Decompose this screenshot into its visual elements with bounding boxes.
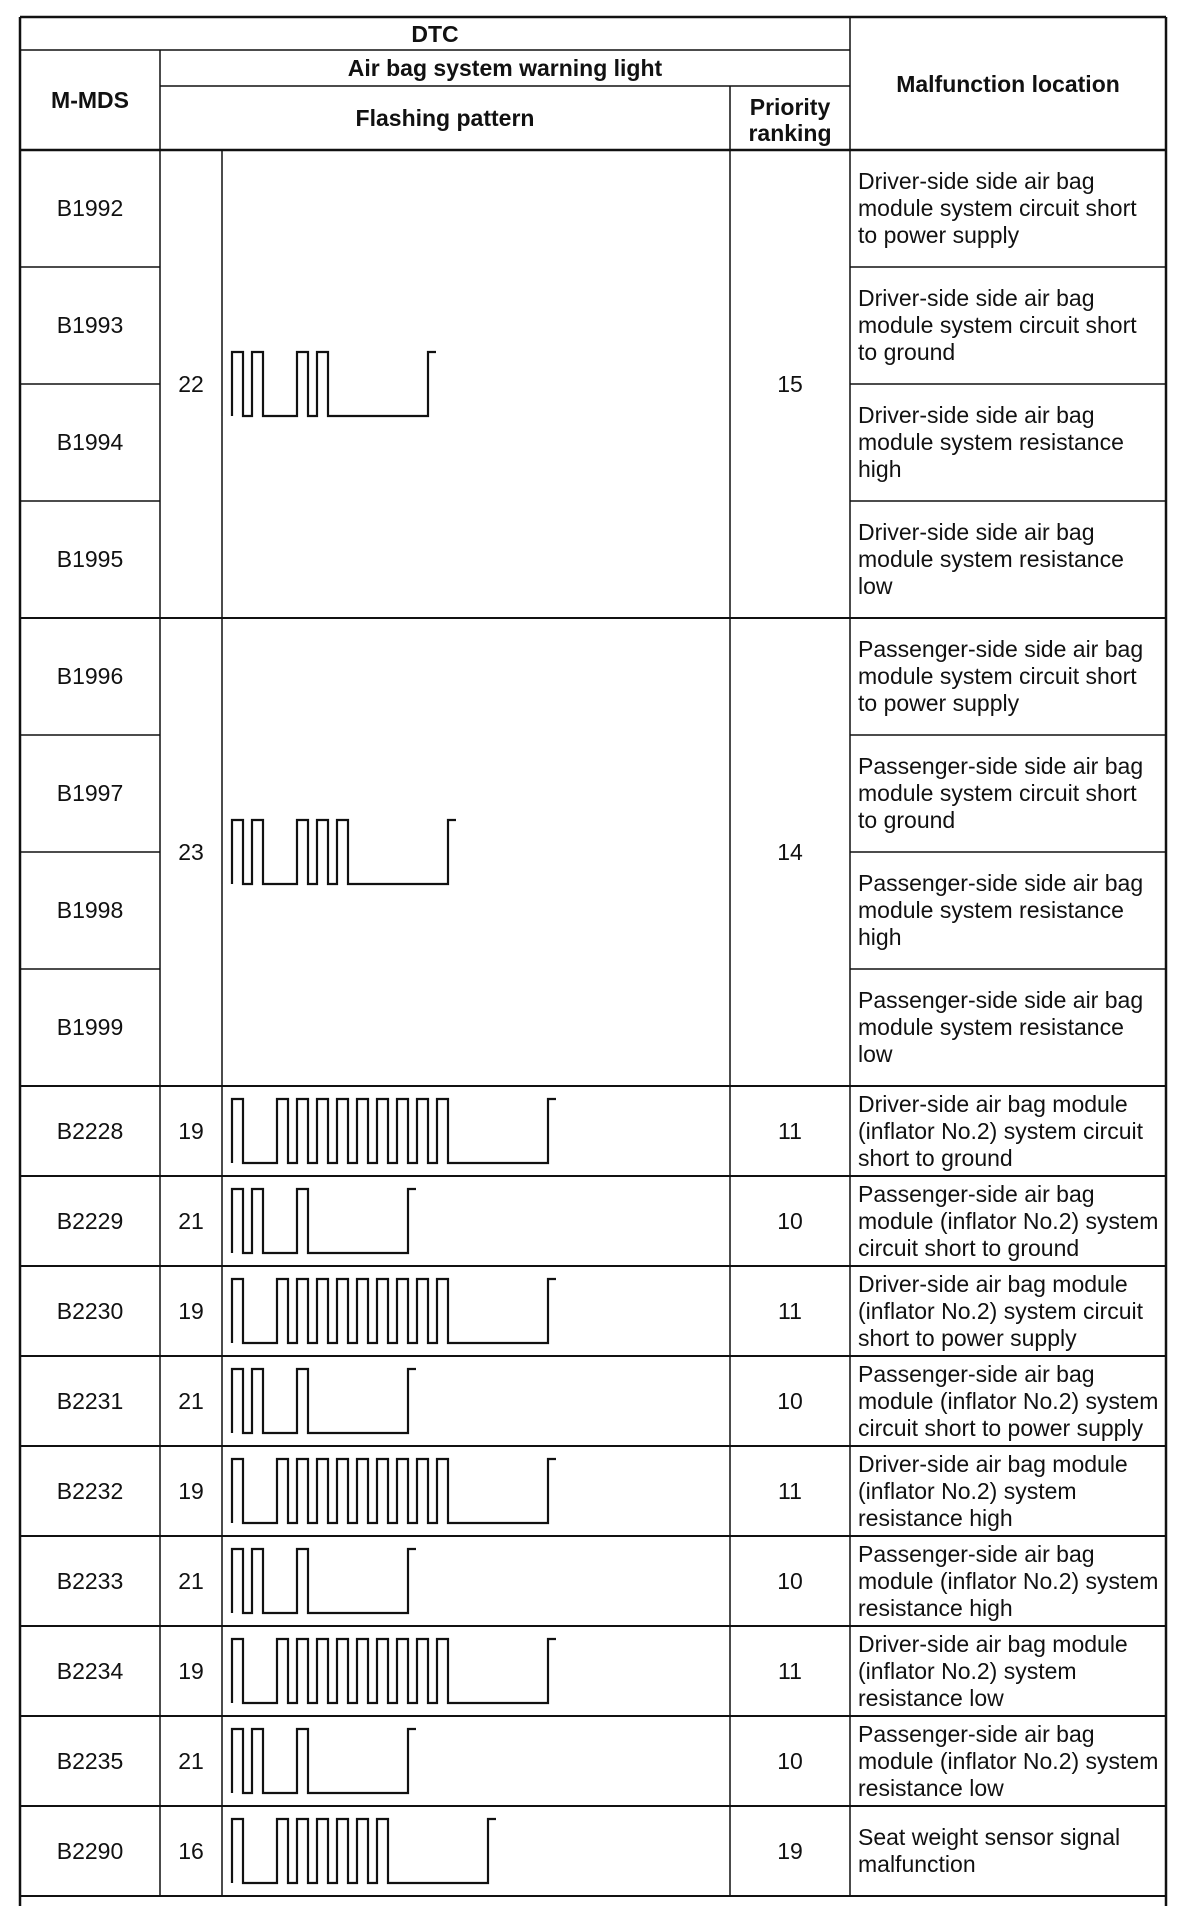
malfunction-location — [850, 1356, 1166, 1446]
flash-code-number-text: 16 — [178, 1837, 204, 1864]
priority-ranking — [730, 1086, 850, 1176]
priority-ranking-text: 10 — [777, 1567, 803, 1594]
malfunction-location-text: Driver-side side air bag module system resistance low — [858, 519, 1124, 599]
malfunction-location — [850, 1446, 1166, 1536]
priority-ranking-text: 11 — [778, 1657, 802, 1684]
flash-code-number-text: 19 — [178, 1117, 204, 1144]
mmds-code-text: B2233 — [56, 1567, 124, 1594]
malfunction-location-text: Passenger-side air bag module (inflator No.2) system circuit short to ground — [858, 1180, 1159, 1261]
priority-ranking — [730, 1356, 850, 1446]
priority-ranking — [730, 1266, 850, 1356]
flash-code-number-text: 19 — [178, 1477, 204, 1504]
malfunction-location — [850, 501, 1166, 618]
priority-ranking-text: 11 — [778, 1477, 802, 1504]
malfunction-location — [850, 618, 1166, 735]
malfunction-location-text: Driver-side air bag module (inflator No.2) system circuit short to ground — [858, 1090, 1144, 1171]
mmds-code-text: B2230 — [56, 1297, 124, 1324]
mmds-code-text: B2290 — [56, 1837, 124, 1864]
mmds-code — [20, 1086, 160, 1176]
malfunction-location — [850, 852, 1166, 969]
priority-ranking — [730, 1626, 850, 1716]
mmds-code-text: B1996 — [56, 663, 124, 689]
flashing-pattern-waveform — [232, 1549, 416, 1613]
malfunction-location — [850, 1086, 1166, 1176]
flash-code-number — [160, 1176, 222, 1266]
header-mmds-text: M-MDS — [51, 87, 129, 113]
mmds-code-text: B2232 — [56, 1477, 124, 1504]
flash-code-number-text: 19 — [178, 1657, 204, 1684]
priority-ranking-text: 10 — [777, 1207, 803, 1234]
malfunction-location — [850, 969, 1166, 1086]
malfunction-location-text: Passenger-side side air bag module system resistance high — [858, 870, 1144, 950]
flash-code-number — [160, 1086, 222, 1176]
malfunction-location — [850, 384, 1166, 501]
mmds-code-text: B1995 — [56, 546, 124, 572]
flash-code-number-text: 21 — [178, 1387, 204, 1414]
malfunction-location-text: Driver-side air bag module (inflator No.2) system resistance high — [858, 1450, 1128, 1531]
malfunction-location — [850, 1536, 1166, 1626]
flash-code-number-text: 21 — [178, 1207, 204, 1234]
mmds-code-text: B1998 — [56, 897, 124, 923]
mmds-code — [20, 150, 160, 267]
malfunction-location-text: Driver-side air bag module (inflator No.2) system resistance low — [858, 1630, 1128, 1711]
flash-code-number-text: 21 — [178, 1747, 204, 1774]
flash-code-number — [160, 1626, 222, 1716]
priority-ranking — [730, 1446, 850, 1536]
flash-code-number — [160, 1716, 222, 1806]
mmds-code — [20, 618, 160, 735]
header-priority-ranking-text: Priority ranking — [748, 94, 832, 146]
mmds-code — [20, 735, 160, 852]
malfunction-location-text: Driver-side side air bag module system circuit short to ground — [858, 285, 1137, 365]
priority-ranking — [730, 1806, 850, 1896]
flashing-pattern-waveform — [232, 1279, 556, 1343]
mmds-code — [20, 384, 160, 501]
malfunction-location-text: Passenger-side air bag module (inflator No.2) system resistance high — [858, 1540, 1159, 1621]
mmds-code-text: B1997 — [56, 780, 124, 806]
mmds-code — [20, 501, 160, 618]
flash-code-number — [160, 1536, 222, 1626]
flash-code-number — [160, 1266, 222, 1356]
priority-ranking-text: 11 — [778, 1297, 802, 1324]
malfunction-location — [850, 267, 1166, 384]
priority-ranking-text: 19 — [777, 1837, 803, 1864]
malfunction-location-text: Driver-side air bag module (inflator No.2) system circuit short to power supply — [858, 1270, 1144, 1351]
malfunction-location — [850, 150, 1166, 267]
flash-code-number — [160, 150, 222, 618]
header-dtc-text: DTC — [411, 20, 459, 47]
header-malfunction-location-text: Malfunction location — [896, 70, 1120, 97]
priority-ranking — [730, 1176, 850, 1266]
malfunction-location — [850, 1806, 1166, 1896]
malfunction-location — [850, 1266, 1166, 1356]
priority-ranking — [730, 1716, 850, 1806]
mmds-code-text: B1993 — [56, 312, 124, 338]
flash-code-number — [160, 1446, 222, 1536]
mmds-code — [20, 1176, 160, 1266]
flashing-pattern-waveform — [232, 1189, 416, 1253]
header-dtc — [20, 17, 850, 50]
flash-code-number — [160, 1806, 222, 1896]
mmds-code — [20, 1536, 160, 1626]
flash-code-number-text: 21 — [178, 1567, 204, 1594]
malfunction-location-text: Seat weight sensor signal malfunction — [858, 1824, 1121, 1877]
malfunction-location-text: Driver-side side air bag module system resistance high — [858, 402, 1124, 482]
malfunction-location-text: Driver-side side air bag module system circuit short to power supply — [858, 168, 1137, 248]
flash-code-number-text: 22 — [178, 370, 204, 397]
flashing-pattern-waveform — [232, 1729, 416, 1793]
mmds-code — [20, 267, 160, 384]
malfunction-location — [850, 735, 1166, 852]
priority-ranking-text: 10 — [777, 1747, 803, 1774]
malfunction-location — [850, 1626, 1166, 1716]
mmds-code-text: B1999 — [56, 1014, 124, 1040]
flashing-pattern-waveform — [232, 1639, 556, 1703]
header-mmds — [20, 50, 160, 150]
header-warning-light-text: Air bag system warning light — [347, 55, 663, 81]
flash-code-number — [160, 618, 222, 1086]
mmds-code — [20, 1356, 160, 1446]
mmds-code — [20, 852, 160, 969]
flash-code-number-text: 19 — [178, 1297, 204, 1324]
header-flashing-pattern — [160, 86, 730, 150]
flashing-pattern-waveform — [232, 352, 436, 416]
header-malfunction-location — [850, 17, 1166, 150]
mmds-code — [20, 1266, 160, 1356]
priority-ranking — [730, 1536, 850, 1626]
malfunction-location-text: Passenger-side air bag module (inflator No.2) system circuit short to power supply — [858, 1360, 1159, 1441]
header-warning-light — [160, 50, 850, 86]
flash-code-number-text: 23 — [178, 838, 204, 865]
priority-ranking-text: 15 — [777, 370, 803, 397]
priority-ranking-text: 10 — [777, 1387, 803, 1414]
malfunction-location — [850, 1716, 1166, 1806]
malfunction-location-text: Passenger-side side air bag module system circuit short to ground — [858, 753, 1144, 833]
mmds-code — [20, 1626, 160, 1716]
malfunction-location-text: Passenger-side side air bag module system circuit short to power supply — [858, 636, 1144, 716]
mmds-code-text: B2235 — [56, 1747, 124, 1774]
priority-ranking — [730, 618, 850, 1086]
malfunction-location-text: Passenger-side side air bag module system resistance low — [858, 987, 1144, 1067]
malfunction-location — [850, 1176, 1166, 1266]
malfunction-location-text: Passenger-side air bag module (inflator No.2) system resistance low — [858, 1720, 1159, 1801]
mmds-code-text: B2234 — [56, 1657, 124, 1684]
mmds-code-text: B2228 — [56, 1117, 124, 1144]
priority-ranking-text: 11 — [778, 1117, 802, 1144]
mmds-code-text: B1992 — [56, 195, 124, 221]
flashing-pattern-waveform — [232, 1369, 416, 1433]
mmds-code — [20, 1446, 160, 1536]
flashing-pattern-waveform — [232, 1459, 556, 1523]
header-flashing-pattern-text: Flashing pattern — [355, 105, 535, 131]
mmds-code-text: B1994 — [56, 429, 124, 455]
mmds-code — [20, 1806, 160, 1896]
flashing-pattern-waveform — [232, 1819, 496, 1883]
priority-ranking — [730, 150, 850, 618]
mmds-code-text: B2229 — [56, 1207, 124, 1234]
mmds-code — [20, 1716, 160, 1806]
priority-ranking-text: 14 — [777, 838, 803, 865]
mmds-code-text: B2231 — [56, 1387, 124, 1414]
flashing-pattern-waveform — [232, 820, 456, 884]
flash-code-number — [160, 1356, 222, 1446]
flashing-pattern-waveform — [232, 1099, 556, 1163]
header-priority-ranking — [730, 86, 850, 150]
mmds-code — [20, 969, 160, 1086]
